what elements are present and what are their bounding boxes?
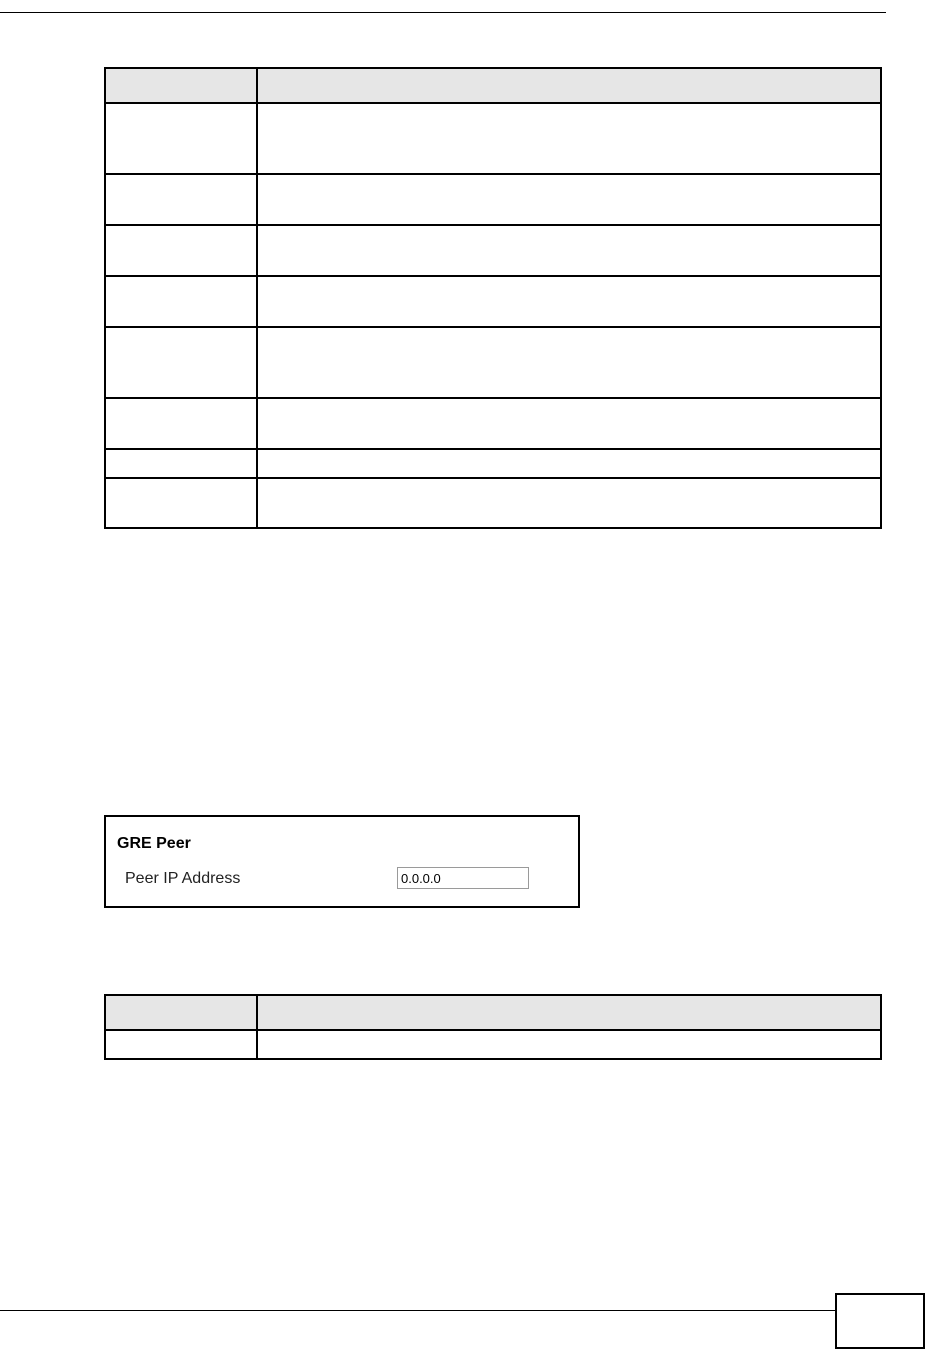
table-cell: [257, 449, 881, 478]
table-row: [105, 449, 881, 478]
header-cell-description: [257, 995, 881, 1030]
table-cell: [257, 103, 881, 174]
table-cell: [257, 478, 881, 528]
table-row: [105, 225, 881, 276]
table-cell: [257, 398, 881, 449]
header-cell-label: [105, 995, 257, 1030]
table-cell: [105, 1030, 257, 1059]
table-cell: [257, 225, 881, 276]
header-cell-label: [105, 68, 257, 103]
table-cell: [105, 398, 257, 449]
gre-peer-panel: [104, 815, 580, 908]
table-cell: [257, 174, 881, 225]
table-row: [105, 103, 881, 174]
table-cell: [105, 276, 257, 327]
table-row: [105, 327, 881, 398]
table-cell: [105, 225, 257, 276]
peer-ip-input[interactable]: [397, 867, 529, 889]
gre-peer-title: GRE Peer: [117, 835, 191, 852]
peer-ip-label: Peer IP Address: [125, 870, 241, 887]
header-rule: [0, 12, 886, 13]
table-cell: [105, 478, 257, 528]
table-cell: [257, 327, 881, 398]
table-cell: [105, 449, 257, 478]
gre-peer-description-table: [104, 994, 882, 1060]
header-cell-description: [257, 68, 881, 103]
table-header-row: [105, 995, 881, 1030]
table-row: [105, 398, 881, 449]
table-row: [105, 1030, 881, 1059]
field-description-table: [104, 67, 882, 529]
table-cell: [105, 103, 257, 174]
table-row: [105, 174, 881, 225]
page-number-box: [835, 1293, 925, 1349]
table-header-row: [105, 68, 881, 103]
table-cell: [105, 327, 257, 398]
table-row: [105, 478, 881, 528]
table-row: [105, 276, 881, 327]
table-cell: [257, 1030, 881, 1059]
table-cell: [105, 174, 257, 225]
footer-rule: [0, 1310, 835, 1311]
table-cell: [257, 276, 881, 327]
